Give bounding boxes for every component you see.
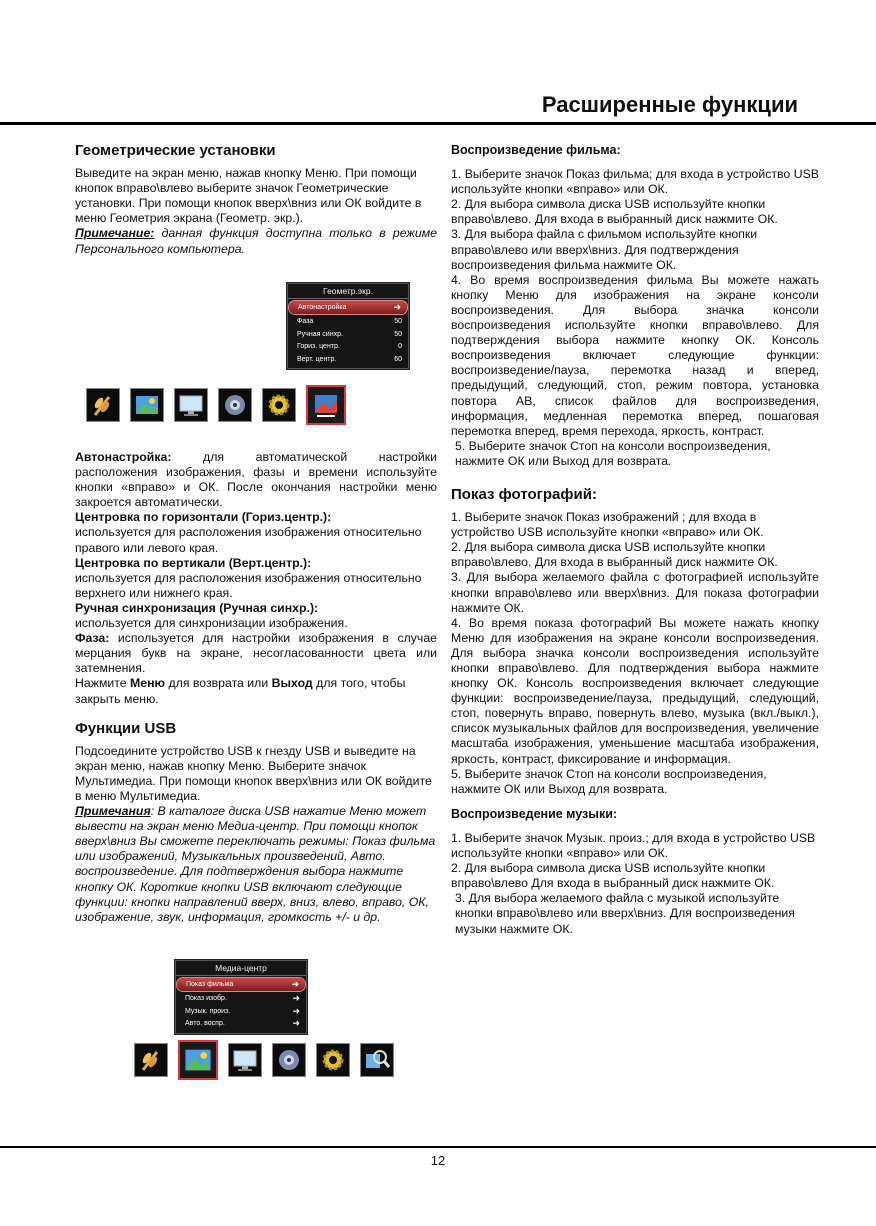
geometry-menu-title: Геометр.экр. — [288, 284, 408, 299]
music-step-1: 1. Выберите значок Музык. произ.; для входа в устройство USB используйте кнопки «вправо» или ОК. — [451, 830, 816, 861]
arrow-right-icon: ➜ — [393, 301, 401, 312]
geometry-icon[interactable] — [306, 385, 346, 425]
gear-icon[interactable] — [262, 388, 296, 422]
menu-row-movie[interactable] — [177, 978, 305, 991]
geometry-details — [75, 450, 437, 925]
usb-heading: Функции USB — [75, 719, 177, 737]
usb-intro: Подсоедините устройство USB к гнезду USB и выведите на экран меню, нажав кнопку Меню. Выберите значок Мультимедиа. При помощи кнопок вверх\вниз или ОК войдите в меню Мультимедиа. — [75, 743, 432, 803]
menu-row-value: 60 — [394, 355, 402, 363]
sync-label: Ручная синхронизация (Ручная синхр.): — [75, 600, 319, 615]
menu-row-value: 50 — [394, 318, 402, 326]
menu-row-hcenter[interactable] — [288, 341, 408, 354]
menu-row-autoadjust[interactable] — [289, 301, 407, 314]
autoadjust-desc — [75, 450, 437, 510]
menu-row-label: Показ фильма — [186, 980, 234, 988]
page-number: 12 — [430, 1153, 446, 1168]
movie-step-4: 4. Во время воспроизведения фильма Вы можете нажать кнопку Меню для изображения на экране консоли воспроизведения. Для выбора значка консоли воспроизведения используйте кнопки вправо\влево. Для подтверждения выбора нажмите кнопку ОК. Консоль воспроизведения включает следующие функции: воспроизведение/пауза, перемотка назад и вперед, предыдущий, следующий, стоп, режим повтора, установка повтора AB, список файлов для воспроизведения, информация, медленная перемотка вперед, пошаговая перемотка вперед, время перехода, яркость, контраст. — [451, 272, 819, 438]
autoadjust-label: Автонастройка: — [75, 450, 172, 464]
photo-step-1: 1. Выберите значок Показ изображений ; для входа в устройство USB используйте кнопки «вправо» или ОК. — [451, 510, 764, 540]
geometry-intro: Выведите на экран меню, нажав кнопку Меню. При помощи кнопок вправо\влево выберите значок Геометрические установки. При помощи кнопок вверх\вниз или ОК войдите в меню Геометрия экрана (Геометр. экр.). — [75, 166, 422, 226]
icon-strip-geometry — [86, 385, 346, 425]
sync-text: используется для синхронизации изображения. — [75, 616, 348, 631]
icon-strip-media — [134, 1040, 394, 1080]
exit-exit-word: Выход — [271, 676, 313, 691]
usb-note-label: Примечания — [75, 804, 151, 819]
exit-text: для возврата или — [165, 676, 272, 691]
movie-heading: Воспроизведение фильма: — [451, 143, 621, 157]
usb-note — [75, 804, 437, 925]
menu-row-label: Гориз. центр. — [297, 343, 340, 351]
bottom-rule — [0, 1146, 876, 1148]
usb-note-text: : В каталоге диска USB нажатие Меню может вывести на экран меню Медиа-центр. При помощи кнопок вверх\вниз Вы сможете переключать режимы: Показ фильма или изображений, Музыкальных произведений, Авто. воспроизведение. Для подтверждения выбора нажмите кнопку ОК. Короткие кнопки USB включают следующие функции: кнопки направлений вверх, вниз, влево, вправо, ОК, изображение, звук, информация, громкость +/- и др. — [75, 804, 436, 924]
geometry-menu — [287, 283, 409, 369]
exit-text: Нажмите — [75, 676, 131, 691]
photo-heading: Показ фотографий: — [451, 485, 597, 503]
note-text: данная функция доступна только в режиме Персонального компьютера. — [75, 226, 437, 256]
exit-menu-word: Меню — [130, 676, 166, 691]
movie-step-2: 2. Для выбора символа диска USB используйте кнопки вправо\влево. Для входа в выбранный диск нажмите ОК. — [451, 197, 778, 227]
photo-step-2: 2. Для выбора символа диска USB используйте кнопки вправо\влево. Для входа в выбранный диск нажмите ОК. — [451, 540, 778, 570]
exit-text: для того, чтобы закрыть меню. — [75, 676, 406, 706]
movie-step-5: 5. Выберите значок Стоп на консоли воспроизведения, нажмите ОК или Выход для возврата. — [455, 438, 771, 468]
menu-row-label: Фаза — [297, 318, 314, 326]
menu-row-value: 50 — [394, 330, 402, 338]
menu-row-label: Авто. воспр. — [185, 1020, 225, 1028]
menu-row-label: Музык. произ. — [185, 1007, 231, 1015]
menu-row-sync[interactable] — [288, 328, 408, 341]
music-step-3: 3. Для выбора желаемого файла с музыкой используйте кнопки вправо\влево или вверх\вниз. Для воспроизведения музыки нажмите ОК. — [455, 891, 795, 936]
music-step-2: 2. Для выбора символа диска USB используйте кнопки вправо\влево Для входа в выбранный диск нажмите ОК. — [451, 861, 775, 891]
menu-row-label: Автонастройка — [298, 303, 347, 311]
hcenter-text: используется для расположения изображения относительно правого или левого края. — [75, 525, 422, 555]
monitor-icon[interactable] — [174, 388, 208, 422]
menu-row-photo[interactable] — [176, 993, 306, 1006]
phase-desc — [75, 631, 437, 676]
speaker-icon[interactable] — [272, 1043, 306, 1077]
menu-row-label: Ручная синхр. — [297, 330, 343, 338]
speaker-icon[interactable] — [218, 388, 252, 422]
photo-step-3: 3. Для выбора желаемого файла с фотографией используйте кнопки вправо\влево или вверх\вниз. Для показа фотографии нажмите ОК. — [451, 570, 819, 615]
media-menu-title: Медиа-центр — [176, 961, 306, 976]
menu-row-vcenter[interactable] — [288, 353, 408, 366]
monitor-icon[interactable] — [228, 1043, 262, 1077]
movie-step-3: 3. Для выбора файла с фильмом используйте кнопки вправо\влево или вверх\вниз. Для подтверждения воспроизведения фильма нажмите ОК. — [451, 227, 758, 272]
arrow-right-icon: ➜ — [292, 993, 300, 1004]
vcenter-text: используется для расположения изображения относительно верхнего или нижнего края. — [75, 570, 422, 600]
menu-row-music[interactable] — [176, 1005, 306, 1018]
menu-row-phase[interactable] — [288, 316, 408, 329]
picture-icon[interactable] — [178, 1040, 218, 1080]
menu-row-label: Верт. центр. — [297, 355, 337, 363]
photo-step-5: 5. Выберите значок Стоп на консоли воспроизведения, нажмите ОК или Выход для возврата. — [451, 766, 767, 796]
autoadjust-text: для автоматической настройки расположения изображения, фазы и времени используйте кнопки «вправо» и ОК. После окончания настройки меню закроется автоматически. — [75, 450, 437, 510]
vcenter-label: Центровка по вертикали (Верт.центр.): — [75, 555, 312, 570]
picture-icon[interactable] — [130, 388, 164, 422]
wheat-icon[interactable] — [86, 388, 120, 422]
hcenter-label: Центровка по горизонтали (Гориз.центр.): — [75, 510, 332, 525]
arrow-right-icon: ➜ — [292, 1005, 300, 1016]
note-label: Примечание: — [75, 226, 155, 241]
photo-step-4: 4. Во время показа фотографий Вы можете нажать кнопку Меню для изображения на экране консоли воспроизведения. Для выбора значка консоли воспроизведения используйте кнопки вправо\влево. Для подтверждения выбора нажмите кнопку ОК. Консоль воспроизведения включает следующие функции: воспроизведение/пауза, предыдущий, следующий, стоп, повернуть вправо, повернуть влево, музыка (вкл./выкл.), список музыкальных файлов для воспроизведения, увеличение масштаба изображения, уменьшение масштаба изображения, яркость, контраст, фиксирование и информация. — [451, 615, 819, 766]
menu-row-value: 0 — [398, 343, 402, 351]
gear-icon[interactable] — [316, 1043, 350, 1077]
arrow-right-icon: ➜ — [291, 978, 299, 989]
geometry-heading: Геометрические установки — [75, 142, 276, 159]
geometry-note — [75, 226, 437, 256]
menu-row-label: Показ изобр. — [185, 995, 227, 1003]
menu-row-autoplay[interactable] — [176, 1018, 306, 1031]
phase-text: используется для настройки изображения в случае мерцания букв на экране, несогласованности цвета или затемнения. — [75, 631, 437, 676]
media-center-menu — [175, 960, 307, 1034]
arrow-right-icon: ➜ — [292, 1018, 300, 1029]
movie-step-1: 1. Выберите значок Показ фильма; для входа в устройство USB используйте кнопки «вправо» или ОК. — [451, 167, 819, 197]
exit-desc — [75, 676, 437, 706]
music-heading: Воспроизведение музыки: — [451, 806, 618, 821]
right-column — [451, 143, 819, 937]
phase-label: Фаза: — [75, 631, 110, 646]
search-icon[interactable] — [360, 1043, 394, 1077]
top-rule — [0, 122, 876, 125]
wheat-icon[interactable] — [134, 1043, 168, 1077]
left-column — [75, 143, 437, 257]
page-title: Расширенные функции — [541, 92, 798, 117]
